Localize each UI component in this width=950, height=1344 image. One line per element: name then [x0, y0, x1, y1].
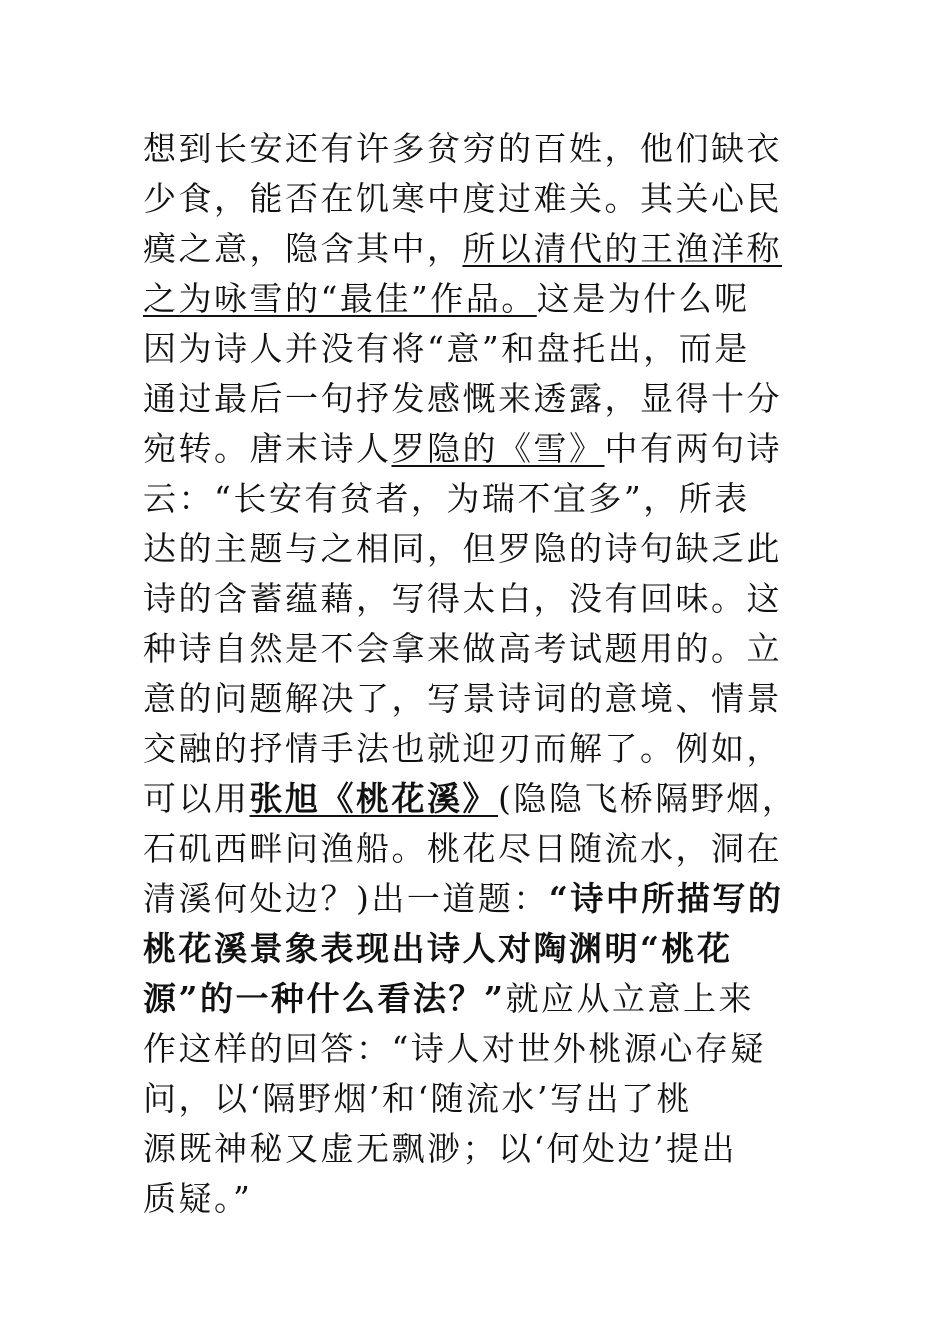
text-line — [143, 124, 811, 174]
text-line — [143, 324, 811, 374]
text-line — [143, 274, 811, 324]
underlined-text: 所以清代的王渔洋称 — [462, 229, 782, 268]
text-line — [143, 474, 811, 524]
text-segment: 问，以‘隔野烟’和‘随流水’写出了桃 — [143, 1079, 692, 1118]
text-line — [143, 1024, 811, 1074]
text-segment: 质疑。” — [143, 1179, 253, 1218]
text-segment: 诗的含蓄蕴藉，写得太白，没有回味。这 — [143, 579, 782, 618]
text-segment: 因为诗人并没有将“意”和盘托出，而是 — [143, 329, 750, 368]
text-segment: 可以用 — [143, 779, 250, 818]
text-line — [143, 1074, 811, 1124]
underlined-bold-text: 张旭《桃花溪》 — [249, 779, 498, 818]
text-segment: (隐隐飞桥隔野烟， — [498, 779, 798, 818]
text-line — [143, 1174, 811, 1224]
underlined-text: 罗隐的《雪》 — [391, 429, 605, 468]
bold-text: 源”的一种什么看法？” — [143, 979, 506, 1018]
text-segment: 宛转。唐末诗人 — [143, 429, 392, 468]
text-segment: 中有两句诗 — [604, 429, 782, 468]
text-segment: 意的问题解决了，写景诗词的意境、情景 — [143, 679, 782, 718]
text-line — [143, 974, 811, 1024]
text-line — [143, 224, 811, 274]
text-segment: 瘼之意，隐含其中， — [143, 229, 463, 268]
text-line — [143, 374, 811, 424]
text-line — [143, 924, 811, 974]
text-segment: 种诗自然是不会拿来做高考试题用的。立 — [143, 629, 782, 668]
text-line — [143, 824, 811, 874]
text-segment: 通过最后一句抒发感慨来透露，显得十分 — [143, 379, 782, 418]
text-line — [143, 774, 811, 824]
bold-text: “诗中所描写的 — [548, 879, 784, 918]
text-line — [143, 624, 811, 674]
bold-text: 桃花溪景象表现出诗人对陶渊明“桃花 — [143, 929, 733, 968]
text-segment: 这是为什么呢 — [536, 279, 750, 318]
text-segment: 作这样的回答：“诗人对世外桃源心存疑 — [143, 1029, 766, 1068]
text-line — [143, 724, 811, 774]
text-line — [143, 674, 811, 724]
text-segment: 交融的抒情手法也就迎刃而解了。例如， — [143, 729, 782, 768]
text-line — [143, 574, 811, 624]
text-line — [143, 524, 811, 574]
text-line — [143, 424, 811, 474]
body-text — [143, 124, 811, 1224]
text-segment: 清溪何处边？)出一道题： — [143, 879, 549, 918]
text-segment: 石矶西畔问渔船。桃花尽日随流水，洞在 — [143, 829, 782, 868]
text-line — [143, 1124, 811, 1174]
text-segment: 想到长安还有许多贫穷的百姓，他们缺衣 — [143, 129, 782, 168]
text-segment: 云：“长安有贫者，为瑞不宜多”，所表 — [143, 479, 750, 518]
text-line — [143, 174, 811, 224]
text-segment: 少食，能否在饥寒中度过难关。其关心民 — [143, 179, 782, 218]
underlined-text: 之为咏雪的“最佳”作品。 — [143, 279, 537, 318]
text-segment: 就应从立意上来 — [505, 979, 754, 1018]
text-segment: 源既神秘又虚无飘渺；以‘何处边’提出 — [143, 1129, 737, 1168]
text-line — [143, 874, 811, 924]
text-segment: 达的主题与之相同，但罗隐的诗句缺乏此 — [143, 529, 782, 568]
